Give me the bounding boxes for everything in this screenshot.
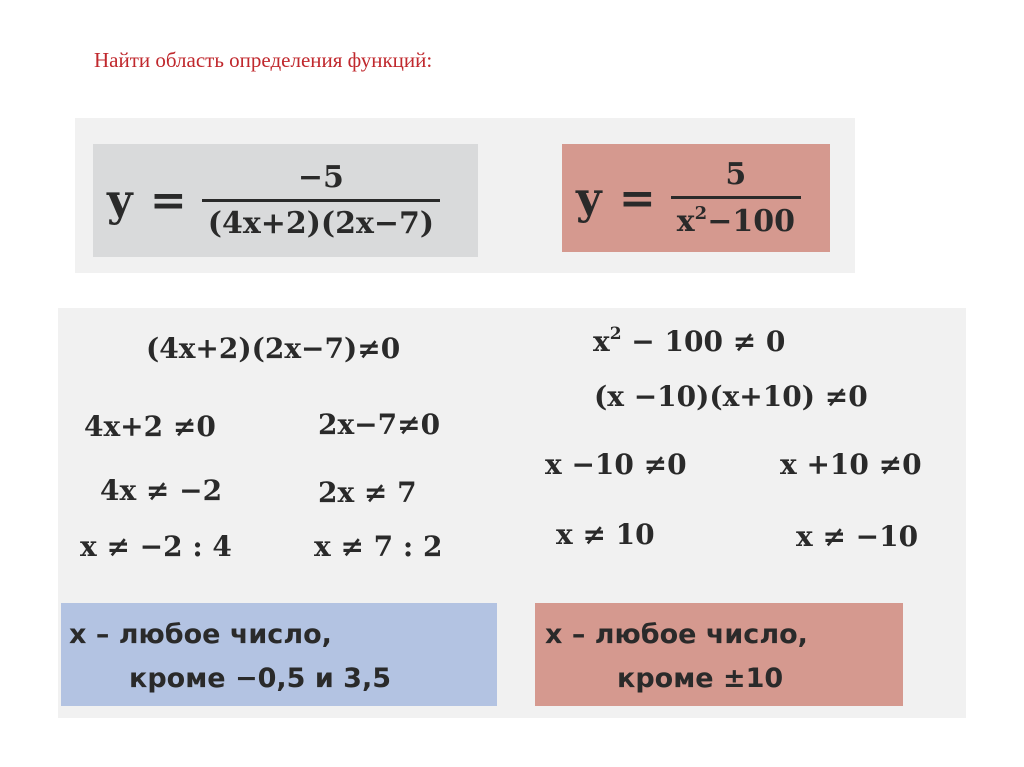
page-title: Найти область определения функций: (94, 48, 433, 72)
right-formula-lhs: y = (576, 172, 657, 224)
left-step-product: (4x+2)(2x−7)≠0 (146, 332, 401, 365)
left-formula-denominator: (4x+2)(2x−7) (207, 206, 435, 241)
right-answer-line2: кроме ±10 (617, 663, 784, 694)
right-answer-line1: x – любое число, (545, 619, 808, 650)
right-step-a2: x ≠ 10 (556, 518, 655, 551)
left-step-b3: x ≠ 7 : 2 (314, 530, 443, 563)
left-step-a1: 4x+2 ≠0 (84, 410, 216, 443)
denominator-exponent: 2 (694, 203, 708, 224)
left-step-a2: 4x ≠ −2 (100, 474, 223, 507)
denominator-base: x (676, 204, 695, 239)
right-function-formula (562, 144, 830, 252)
step-rest: − 100 ≠ 0 (621, 325, 786, 358)
right-formula-numerator: 5 (725, 157, 747, 192)
right-formula-fraction (671, 157, 801, 239)
left-formula-lhs: y = (107, 175, 188, 226)
left-step-b2: 2x ≠ 7 (318, 476, 417, 509)
left-answer-line1: x – любое число, (69, 619, 332, 650)
left-step-b1: 2x−7≠0 (318, 408, 441, 441)
right-formula-denominator (671, 199, 801, 239)
step-exponent: 2 (609, 324, 622, 344)
left-function-formula (93, 144, 478, 257)
right-answer-box (535, 603, 903, 706)
right-step-b1: x +10 ≠0 (780, 448, 922, 481)
left-answer-line2: кроме −0,5 и 3,5 (129, 663, 391, 694)
right-step-b2: x ≠ −10 (796, 520, 919, 553)
denominator-rest: −100 (707, 204, 795, 239)
right-step-factored: (x −10)(x+10) ≠0 (594, 380, 868, 413)
step-base: x (593, 325, 610, 358)
right-step-difference (593, 324, 785, 358)
left-step-a3: x ≠ −2 : 4 (80, 530, 232, 563)
left-formula-fraction (202, 160, 440, 241)
right-step-a1: x −10 ≠0 (545, 448, 687, 481)
left-answer-box (61, 603, 497, 706)
left-formula-numerator: −5 (297, 160, 344, 195)
